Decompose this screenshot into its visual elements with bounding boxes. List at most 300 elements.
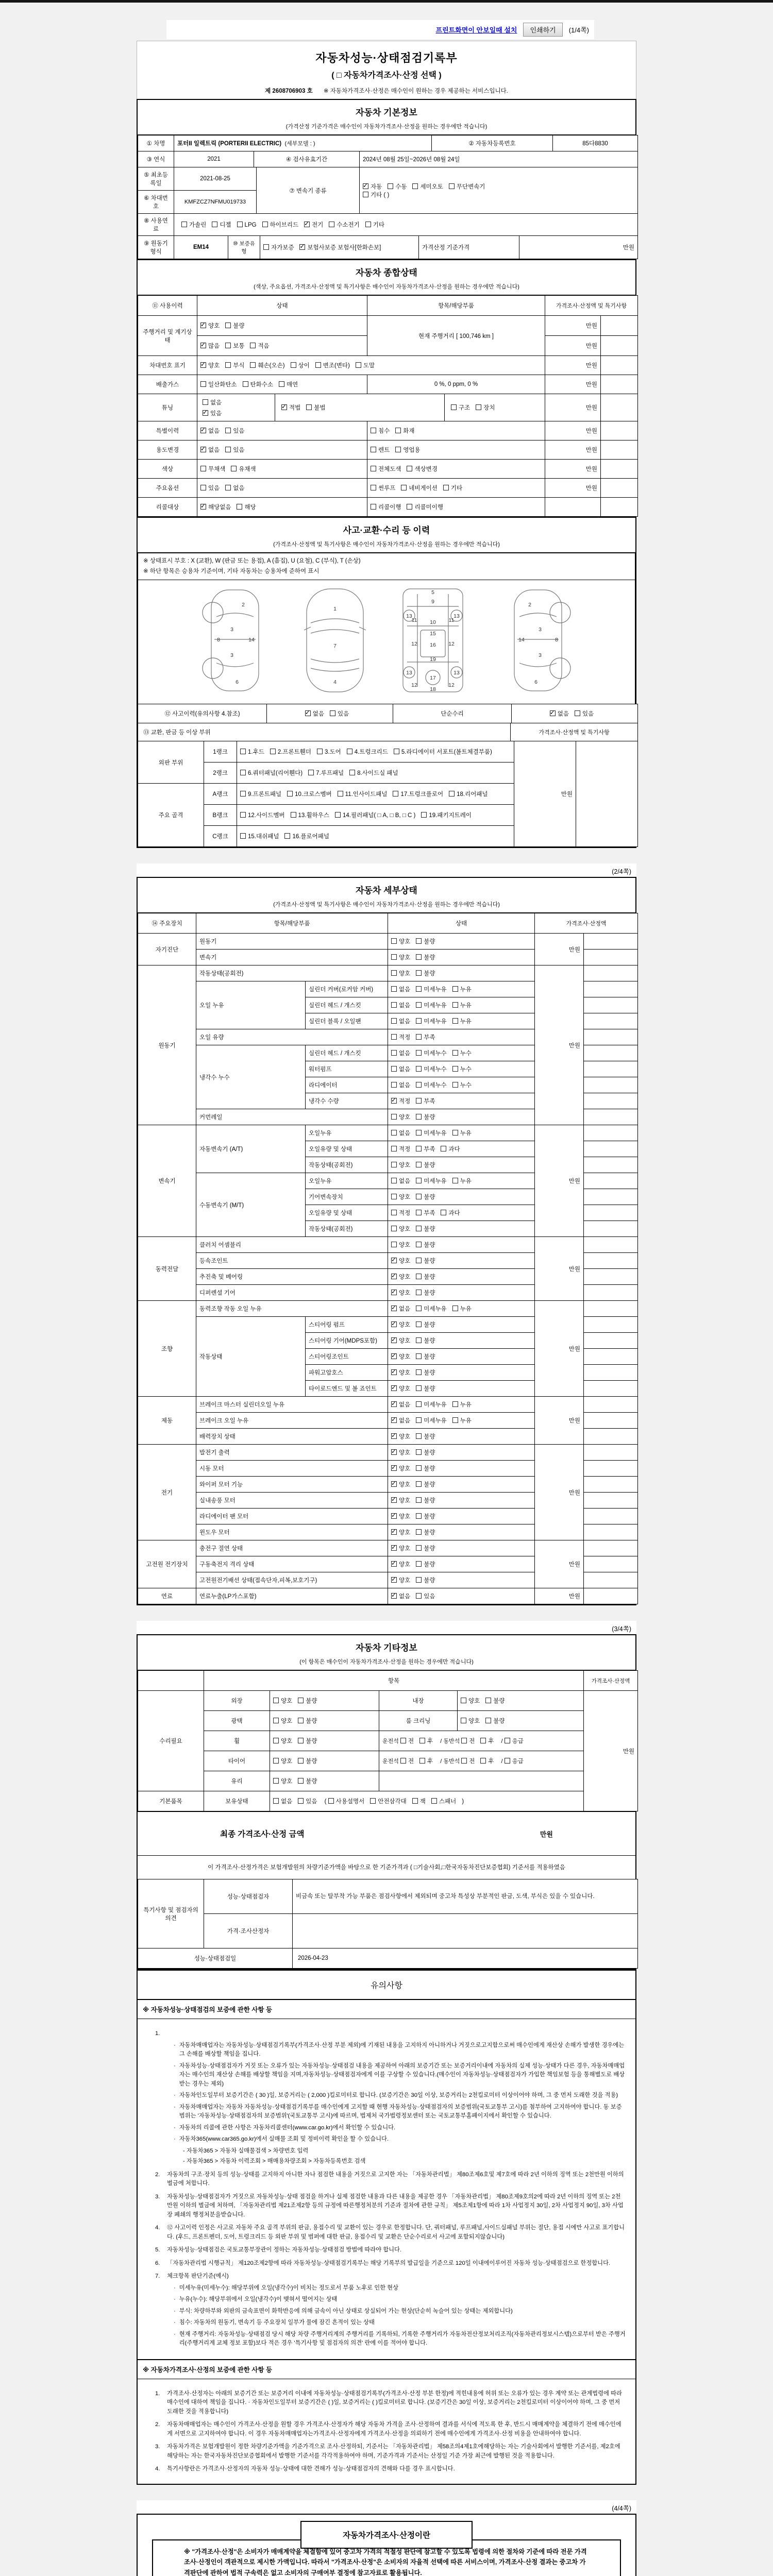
notice-item: 4. ⑫ 사고이력 인정은 사고로 자동차 주요 골격 부위의 판금, 용접수리 및 교환이 있는 경우로 한정합니다. 단, 쿼터패널, 루프패널,사이드실패널 부위는 절단, 용접 시에만 사고로 표기합니다. (후드, 프론트펜더, 도어, 트렁크리드 등 외판 부위 및 범퍼에 대한 판금, 용접수리 및 교환은 단순수리로서 사고에 포함되지않습니다) — [155, 2225, 625, 2240]
checkbox-icon — [237, 504, 242, 510]
option: 무채색 — [200, 465, 225, 473]
row-색상: 색상 무채색 유채색 전체도색 색상변경 만원 — [138, 460, 638, 479]
checkbox-icon — [306, 404, 312, 410]
state-options — [388, 1509, 535, 1524]
option: 누유 — [452, 1177, 472, 1185]
option: 양호 — [391, 969, 410, 977]
checkbox-icon — [240, 791, 246, 796]
option: 미세누수 — [416, 1049, 446, 1057]
repair-row — [138, 1731, 638, 1751]
checkbox-icon — [328, 1798, 334, 1804]
rank-label: 1랭크 — [204, 741, 237, 762]
checkbox-icon — [298, 1758, 304, 1764]
svg-text:2: 2 — [242, 602, 245, 608]
detail-row — [138, 965, 638, 981]
checkbox-icon — [181, 222, 187, 227]
checkbox-icon — [416, 1337, 422, 1343]
option: 적정 — [391, 1033, 410, 1041]
checkbox-icon — [391, 986, 397, 992]
option: 양호 — [273, 1737, 292, 1745]
checkbox-icon — [416, 1401, 422, 1407]
checked-checkbox-icon — [391, 1401, 397, 1407]
engine-type-value: EM14 — [174, 236, 228, 259]
svg-text:6: 6 — [236, 679, 239, 686]
option: 10.크로스멤버 — [287, 790, 332, 798]
option: ✓ 해당없음 — [200, 503, 231, 511]
rank-items — [237, 826, 514, 847]
rank-items — [237, 805, 514, 826]
first-reg-value: 2021-08-25 — [174, 167, 257, 191]
checked-checkbox-icon — [391, 1321, 397, 1327]
option: 후 — [480, 1757, 494, 1765]
checkbox-icon — [485, 1718, 491, 1723]
option: 후 — [419, 1757, 433, 1765]
col-price: 가격조사·산정액 — [584, 1671, 638, 1691]
inspection-date-row — [138, 1948, 638, 1969]
option: 없음 — [391, 1129, 410, 1137]
checkbox-icon — [461, 1758, 467, 1764]
checked-checkbox-icon — [391, 1353, 397, 1359]
checkbox-icon — [391, 1178, 397, 1183]
group-price: 만원 — [535, 1397, 584, 1445]
checkbox-icon — [421, 812, 427, 818]
checkbox-icon — [416, 1274, 422, 1279]
state-options — [388, 1173, 535, 1189]
option: 7.루프패널 — [308, 769, 344, 777]
option: 있음 — [298, 1797, 317, 1805]
option: 불량 — [416, 1273, 435, 1281]
item-label: 작동상태(공회전) — [196, 965, 388, 981]
option: 불량 — [416, 969, 435, 977]
checkbox-icon — [391, 1034, 397, 1040]
option: 없음 — [391, 985, 410, 993]
option: 세미오토 — [412, 182, 443, 191]
checkbox-icon — [225, 428, 231, 433]
checkbox-icon — [391, 1114, 397, 1120]
checkbox-icon — [270, 749, 276, 754]
first-reg-label: ⑤ 최초등록일 — [138, 167, 174, 191]
checkbox-icon — [365, 222, 371, 227]
option: 불량 — [298, 1757, 317, 1765]
checked-checkbox-icon — [391, 1098, 397, 1104]
option: ✓ 양호 — [391, 1336, 410, 1345]
state-options — [388, 1572, 535, 1588]
section-header — [138, 518, 635, 553]
notice-bullet: · 자동차매매업자는 자동차 자동차성능·상태점검기록부를 매수인에게 고지할 때 현행 자동차성능·상태점검자의 보증범위(국토교통부 고시)를 첨부하여 고지하여야 합니다. 동 보증범위는 '자동차성능·상태점검자의 보증범위'(국토교통부 고시)에 따르며, 법제처 국가법령정보센터 또는 국토교통부홈페이지에서 확인할 수 있습니다. — [174, 2104, 622, 2120]
checkbox-icon — [391, 1226, 397, 1231]
state-options — [388, 1317, 535, 1333]
option: 없음 — [225, 484, 244, 492]
row-emission: 배출가스 일산화탄소 탄화수소 매연 0 %, 0 ppm, 0 % 만원 — [138, 375, 638, 394]
checkbox-icon — [371, 504, 376, 510]
checkbox-icon — [388, 183, 393, 189]
state-options — [388, 1445, 535, 1461]
final-price-unit: 만원 — [540, 1830, 553, 1838]
option: 없음 — [273, 1797, 292, 1805]
option: 스패너 — [431, 1797, 456, 1805]
state-options — [388, 1029, 535, 1045]
option: ✓양호 — [200, 321, 220, 330]
print-button[interactable]: 인쇄하기 — [523, 23, 562, 37]
col-item: 항목 — [204, 1671, 584, 1691]
page-3 — [137, 1634, 636, 2485]
repair-row — [138, 1691, 638, 1711]
option: 화재 — [395, 427, 414, 435]
option: 있음 — [575, 709, 594, 718]
option: 불량 — [416, 1576, 435, 1584]
checkbox-icon — [237, 222, 243, 227]
option: 전 — [400, 1737, 414, 1745]
state-options — [388, 1381, 535, 1397]
group-price: 만원 — [535, 1445, 584, 1540]
device-group-label: 원동기 — [138, 965, 196, 1125]
item-label: 오일 유량 — [196, 1029, 388, 1045]
item-label: 브레이크 마스터 실린더오일 누유 — [196, 1397, 388, 1413]
checkbox-icon — [452, 1018, 458, 1024]
option: 불량 — [416, 1113, 435, 1121]
option: 불량 — [416, 953, 435, 961]
option: 수소전기 — [329, 221, 359, 229]
notice-item: 1. — [155, 2030, 160, 2037]
group-price: 만원 — [535, 1125, 584, 1237]
option: ✓ 양호 — [391, 1576, 410, 1584]
svg-text:9: 9 — [431, 599, 434, 605]
checkbox-icon — [371, 447, 376, 452]
option: 디젤 — [212, 221, 231, 229]
state-options — [388, 1301, 535, 1317]
option: 미세누유 — [416, 1001, 446, 1009]
option: 네비게이션 — [401, 484, 438, 492]
checkbox-icon — [298, 1738, 304, 1743]
option: 부족 — [416, 1033, 435, 1041]
option: 불량 — [416, 1257, 435, 1265]
section-header — [138, 878, 635, 913]
checkbox-icon — [416, 1449, 422, 1455]
option: ✓ 전기 — [304, 221, 323, 229]
option: 양호 — [273, 1717, 292, 1725]
repair-item: 타이어 — [204, 1751, 270, 1771]
print-help-link[interactable]: 프린트화면이 안보일때 설치 — [435, 26, 517, 34]
checkbox-icon — [250, 343, 256, 348]
option: 침수 — [371, 427, 390, 435]
year-label: ③ 연식 — [138, 151, 174, 167]
price-survey-title: 자동차가격조사·산정이란 — [300, 2521, 473, 2549]
checked-checkbox-icon — [305, 710, 311, 716]
option: 불량 — [416, 1336, 435, 1345]
notice-item: 4. 특기사항란은 가격조사·산정자의 자동차 성능·상태에 대한 견해가 성능·상태점검자의 견해와 다를 경우 표시합니다. — [155, 2466, 455, 2472]
checked-checkbox-icon — [200, 504, 206, 510]
state-options — [388, 1253, 535, 1269]
checkbox-icon — [452, 1082, 458, 1088]
part-label: 실린더 헤드 / 개스킷 — [306, 1045, 388, 1061]
option: 과다 — [441, 1145, 460, 1153]
holding-label: 보유상태 — [204, 1791, 270, 1811]
svg-text:11: 11 — [448, 617, 455, 624]
document-subtitle: ( □ 자동차가격조사·산정 선택 ) — [331, 71, 442, 80]
detail-row — [138, 1237, 638, 1253]
svg-text:2: 2 — [528, 602, 531, 608]
checkbox-icon — [393, 791, 398, 796]
section-basic-info — [137, 99, 636, 260]
option: ✓ 양호 — [391, 1560, 410, 1568]
part-label: 오일유량 및 상태 — [306, 1205, 388, 1221]
checkbox-icon — [200, 381, 206, 387]
option: 기타 — [365, 221, 384, 229]
option: 유채색 — [231, 465, 256, 473]
option: 미세누유 — [416, 985, 446, 993]
option: 불량 — [416, 937, 435, 945]
checked-checkbox-icon — [391, 1433, 397, 1439]
option: 불량 — [298, 1777, 317, 1785]
device-group-label: 조향 — [138, 1301, 196, 1397]
option: 있음 — [330, 709, 349, 718]
checkbox-icon — [449, 183, 455, 189]
option: ✓적법 — [281, 403, 300, 412]
final-price-label: 최종 가격조사·산정 금액 — [220, 1830, 305, 1839]
col-parts: 항목/해당부품 — [367, 296, 545, 316]
option: 불량 — [225, 321, 244, 330]
panel-rank-row — [138, 741, 638, 762]
checkbox-icon — [452, 1002, 458, 1008]
checkbox-icon — [391, 1210, 397, 1215]
warranty-options — [260, 236, 419, 259]
checked-checkbox-icon — [391, 1465, 397, 1471]
state-options — [388, 1125, 535, 1141]
checked-checkbox-icon — [391, 1513, 397, 1519]
option: 불량 — [416, 1193, 435, 1201]
state-options — [388, 1429, 535, 1445]
item-label: 충전구 절연 상태 — [196, 1540, 388, 1556]
notice-bullet: · 미세누유(미세누수): 해당부위에 오일(냉각수)이 비치는 정도로서 부품 노후로 인한 현상 — [174, 2284, 399, 2291]
option: 누수 — [452, 1065, 472, 1073]
section-note: (가격조사·산정액 및 특기사항은 매수인이 자동차가격조사·산정을 원하는 경우에만 적습니다) — [273, 902, 500, 908]
repair-item-b: 내장 — [379, 1691, 458, 1711]
device-group-label: 연료 — [138, 1588, 196, 1604]
checkbox-icon — [391, 938, 397, 944]
option: ✓ 양호 — [391, 1257, 410, 1265]
state-options — [388, 1285, 535, 1301]
page-1 — [137, 41, 636, 848]
section-note: (색상, 주요옵션, 가격조사·산정액 및 특기사항은 매수인이 자동차가격조사·산정을 원하는 경우에만 적습니다) — [254, 284, 519, 290]
repair-item-b: 룸 크리닝 — [379, 1711, 458, 1731]
checkbox-icon — [240, 812, 246, 818]
option: ✓ 양호 — [391, 1352, 410, 1361]
final-price-row — [138, 1811, 635, 1855]
state-options — [388, 1221, 535, 1237]
option: 전 — [461, 1757, 475, 1765]
checkbox-icon — [416, 1242, 422, 1247]
section-other-info — [137, 1634, 636, 1970]
checkbox-icon — [452, 1306, 458, 1311]
option: 불량 — [416, 1512, 435, 1520]
remark-row — [138, 1879, 638, 1914]
option: 해당 — [237, 503, 256, 511]
item-label: 커먼레일 — [196, 1109, 388, 1125]
option: 누수 — [452, 1049, 472, 1057]
option: 도말 — [356, 361, 375, 369]
checkbox-icon — [416, 1545, 422, 1551]
option: ✓ 양호 — [391, 1320, 410, 1329]
detail-row — [138, 1301, 638, 1317]
basic-info-box — [137, 99, 636, 260]
checkbox-icon — [298, 1778, 304, 1784]
item-label: 배력장치 상태 — [196, 1429, 388, 1445]
repair-row — [138, 1751, 638, 1771]
option: 적음 — [250, 342, 269, 350]
item-label: 수동변속기 (M/T) — [196, 1173, 306, 1237]
option: 있음 — [225, 446, 244, 454]
checkbox-icon — [329, 222, 334, 227]
option: ✓ 없음 — [200, 446, 220, 454]
checkbox-icon — [416, 1130, 422, 1136]
comprehensive-box: 자동차 종합상태 (색상, 주요옵션, 가격조사·산정액 및 특기사항은 매수인이 자동차가격조사·산정을 원하는 경우에만 적습니다) ⑪ 사용이력 상태 항목/해당부품 가격조사·산정액 및 특기사항 주행거리 및 계기상태 ✓양호 불량 현재 주행거리 [ 100,746 km ] 만원 ✓많음 보통 적음 만원 차대번호 표기 ✓ 양호 부식 훼손(오손) 상이 변조(변타) 도말 만원 배출가스 일산화탄소 탄화수소 매연 0 %, 0 ppm, 0 % 만원 튜닝 없음 ✓있음 ✓적법 불법 구조 장치 만원 특별이력 ✓ 없음 있음 침수 화재 만원 용도변경 ✓ 없음 있음 렌트 영업용 만원 색상 무채색 유채색 전체도색 색상변경 만원 주요옵션 있음 없음 썬루프 네비게이션 기타 만원 리콜대상 ✓ 해당없음 해당 리콜이행 리콜미이행 — [137, 259, 636, 518]
state-options — [388, 1189, 535, 1205]
svg-text:12: 12 — [411, 682, 417, 689]
item-label: 윈도우 모터 — [196, 1524, 388, 1540]
part-label: 기어변속장치 — [306, 1189, 388, 1205]
checkbox-icon — [391, 1002, 397, 1008]
checkbox-icon — [400, 1758, 406, 1764]
option: 누유 — [452, 1001, 472, 1009]
car-name-label: ① 차명 — [138, 135, 174, 151]
svg-text:8: 8 — [555, 637, 558, 643]
option: 없음 — [391, 1001, 410, 1009]
option: 불량 — [416, 1448, 435, 1456]
checked-checkbox-icon — [391, 1545, 397, 1551]
option: 19.패키지트레이 — [421, 811, 472, 819]
page-4 — [137, 2514, 636, 2576]
checkbox-icon — [203, 399, 208, 405]
option: 썬루프 — [371, 484, 395, 492]
base-price-unit: 만원 — [519, 236, 638, 259]
checkbox-icon — [273, 1798, 279, 1804]
checked-checkbox-icon — [203, 410, 208, 416]
option: 누유 — [452, 1416, 472, 1425]
checkbox-icon — [291, 362, 296, 368]
option: 양호 — [461, 1697, 480, 1705]
svg-text:19: 19 — [430, 656, 436, 663]
option: 9.프론트패널 — [240, 790, 281, 798]
fuel-options — [174, 214, 638, 236]
checkbox-icon — [452, 1178, 458, 1183]
svg-text:15: 15 — [430, 631, 436, 637]
checkbox-icon — [416, 1497, 422, 1503]
option: 후 — [480, 1737, 494, 1745]
price-survey-description: ※ "가격조사·산정"은 소비자가 매매계약을 체결함에 있어 중고차 가격의 적절성 판단에 참고할 수 있도록 법령에 의한 절차와 기준에 따라 전문 가격조사·산정인이 객관적으로 제시한 가액입니다. 따라서 "가격조사·산정"은 소비자의 자율적 선택에 따른 서비스이며, 가격조사·산정 결과는 중고차 가격판단에 관하여 법적 구속력은 없고 소비자의 구매여부 결정에 참고자료로 활용됩니다. — [184, 2548, 587, 2576]
state-mark-legend: ※ 상태표시 부호 : X (교환), W (판금 또는 용접), A (흠집), U (요철), C (부식), T (손상) ※ 하단 항목은 승용차 기준이며, 기타 자동차는 승용차에 준하여 표시 — [138, 553, 635, 580]
state-options — [388, 997, 535, 1013]
remark-text: 비금속 또는 탈부착 가능 부품은 점검사항에서 제외되며 중고차 특성상 부분적인 판금, 도색, 부식은 있을 수 있습니다. — [293, 1879, 638, 1914]
checkbox-icon — [240, 833, 246, 839]
fuel-label: ⑧ 사용연료 — [138, 214, 174, 236]
option: 부족 — [416, 1209, 435, 1217]
checked-checkbox-icon — [391, 1449, 397, 1455]
checkbox-icon — [461, 1698, 466, 1703]
section-title: 자동차 기본정보 — [356, 108, 417, 117]
option: ✓많음 — [200, 342, 220, 350]
notice-bullet: · 자동차매매업자는 자동차성능·상태점검기록부(가격조사·산정 부분 제외)에 기재된 내용을 고지하지 아니하거나 거짓으로고지함으로써 매수인에게 재산상 손해가 발생한 경우에는 그 손해를 배상할 책임을 집니다. — [174, 2042, 625, 2058]
notice-item: 5. 자동차성능·상태점검은 국토교통부장관이 정하는 자동차성능·상태점검 방법에 따라야 합니다. — [155, 2247, 402, 2253]
checkbox-icon — [416, 1290, 422, 1295]
checkbox-icon — [240, 770, 246, 775]
option: 매연 — [279, 380, 298, 388]
option: 있음 — [225, 427, 244, 435]
option: 있음 — [416, 1592, 435, 1600]
section-notices — [137, 1969, 636, 2485]
option: 응급 — [505, 1737, 524, 1745]
page-indicator: (1/4쪽) — [568, 26, 589, 34]
notice-bullet: · 자동차365(www.car365.go.kr)에서 실매물 조회 및 정비이력 확인을 할 수 있습니다. — [174, 2136, 389, 2143]
basic-items-row: 기본품목 보유상태 없음 있음 ( 사용설명서 안전삼각대 잭 스패너 ) — [138, 1791, 638, 1811]
simple-repair-label: 단순수리 — [393, 704, 512, 723]
section-note: (가격산정 기준가격은 매수인이 자동차가격조사·산정을 원하는 경우에만 적습니다) — [285, 124, 488, 130]
item-label: 고전원전기배선 상태(접속단자,피복,보호기구) — [196, 1572, 388, 1588]
option: 불량 — [416, 1384, 435, 1393]
group-price: 만원 — [535, 965, 584, 1125]
transmission-options — [360, 167, 638, 214]
rank-label: A랭크 — [204, 784, 237, 805]
checkbox-icon — [273, 1738, 279, 1743]
state-options — [388, 1349, 535, 1365]
remark-text — [293, 1914, 638, 1948]
item-label: 원동기 — [196, 934, 388, 950]
checkbox-icon — [416, 1050, 422, 1056]
checkbox-icon — [371, 485, 376, 490]
notice-bullet: · 누유(누수): 해당부위에서 오일(냉각수)이 맺혀서 떨어지는 상태 — [174, 2296, 338, 2303]
checkbox-icon — [441, 1210, 446, 1215]
section-accident-history — [137, 517, 636, 848]
repair-item: 외장 — [204, 1691, 270, 1711]
row-vin-marking: 차대번호 표기 ✓ 양호 부식 훼손(오손) 상이 변조(변타) 도말 만원 — [138, 356, 638, 375]
state-options — [388, 1237, 535, 1253]
checkbox-icon — [225, 323, 231, 328]
section-header — [138, 260, 635, 296]
checkbox-icon — [505, 1758, 510, 1764]
inspection-date-value: 2026-04-23 — [293, 1948, 638, 1969]
state-options — [388, 1061, 535, 1077]
rank-items — [237, 762, 514, 784]
document-sheet — [137, 20, 636, 2576]
option: ✓있음 — [203, 409, 264, 417]
detail-box: 자동차 세부상태 (가격조사·산정액 및 특기사항은 매수인이 자동차가격조사·산정을 원하는 경우에만 적습니다) ⑭ 주요장치 항목/해당부품 상태 가격조사·산정액 자기진단 원동기 양호 불량 만원 변속기 양호 불량 원동기 작동상태(공회전) 양호 불량 만원 오일 누유 실린더 커버(로커암 커버) 없음 미세누유 누유 실린더 헤드 / 개스킷 없음 미세누유 누유 실린더 블록 / 오일팬 없음 미세누유 누유 오일 유량 적정 부족 냉각수 누수 실린더 헤드 / 개스킷 없음 미세누수 누수 워터펌프 없음 미세누수 누수 라디에이터 없음 미세누수 누수 냉각수 수량 ✓ 적정 부족 커먼레일 양호 불량 변속기 자동변속기 (A/T) 오일누유 없음 미세누유 누유 만원 오일유량 및 상태 적정 부족 과다 작동상태(공회전) 양호 불량 수동변속기 (M/T) 오일누유 없음 미세누유 누유 기어변속장치 양호 불량 오일유량 및 상태 적정 부족 과다 작동상태(공회전) 양호 불량 동력전달 클러치 어셈블리 양호 불량 만원 등속조인트 ✓ 양호 불량 추진축 및 베어링 ✓ 양호 불량 디퍼렌셜 기어 ✓ 양호 불량 조향 동력조향 작동 오일 누유 ✓ 없음 미세누유 누유 만원 작동상태 스티어링 펌프 ✓ 양호 불량 스티어링 기어(MDPS포함) ✓ 양호 불량 스티어링조인트 ✓ 양호 불량 파워고압호스 ✓ 양호 불량 타이로드엔드 및 볼 죠인트 ✓ 양호 불량 제동 브레이크 마스터 실린더오일 누유 ✓ 없음 미세누유 누유 만원 브레이크 오일 누유 ✓ 없음 미세누유 누유 배력장치 상태 ✓ 양호 불량 전기 발전기 출력 ✓ 양호 불량 만원 시동 모터 ✓ 양호 불량 와이퍼 모터 기능 ✓ 양호 불량 실내송풍 모터 ✓ 양호 불량 라디에이터 팬 모터 ✓ 양호 불량 윈도우 모터 ✓ 양호 불량 고전원 전기장치 충전구 절연 상태 ✓ 양호 불량 만원 구동축전지 격리 상태 ✓ 양호 불량 고전원전기배선 상태(접속단자,피복,보호기구) ✓ 양호 불량 연료 연료누출(LP가스포함) ✓ 없음 있음 만원 — [137, 877, 636, 1605]
option: 양호 — [391, 1161, 410, 1169]
option: 1.후드 — [240, 748, 264, 756]
checkbox-icon — [395, 447, 401, 452]
option: 불량 — [416, 1528, 435, 1536]
item-label: 클러치 어셈블리 — [196, 1237, 388, 1253]
panel-group-label: 외판 부위 — [138, 741, 204, 784]
option: ✓ 양호 — [391, 1289, 410, 1297]
notices-title: 유의사항 — [138, 1970, 635, 2000]
option: 전체도색 — [371, 465, 401, 473]
checkbox-icon — [391, 1194, 397, 1199]
checkbox-icon — [243, 381, 248, 387]
option: 미세누수 — [416, 1065, 446, 1073]
svg-text:6: 6 — [534, 679, 537, 686]
state-options — [388, 1269, 535, 1285]
detail-row — [138, 1445, 638, 1461]
notice-subline: - 자동차365 > 자동차 이력조회 > 매매용차량조회 > 자동차등록번호 검색 — [183, 2158, 366, 2165]
option: 양호 — [391, 1241, 410, 1249]
notice-bullet: · 자동차인도일부터 보증기간은 ( 30 )일, 보증거리는 ( 2,000 )킬로미터로 합니다. (보증기간은 30일 이상, 보증거리는 2천킬로미터 이상이어야 하며, 그 중 먼저 도래한 것을 적용) — [174, 2092, 618, 2099]
section-comprehensive-state — [137, 259, 636, 518]
svg-text:18: 18 — [430, 686, 436, 693]
checkbox-icon — [485, 1698, 491, 1703]
checkbox-icon — [200, 485, 206, 490]
checked-checkbox-icon — [391, 1481, 397, 1487]
other-price: 만원 — [584, 1691, 638, 1811]
item-label: 와이퍼 모터 기능 — [196, 1477, 388, 1493]
